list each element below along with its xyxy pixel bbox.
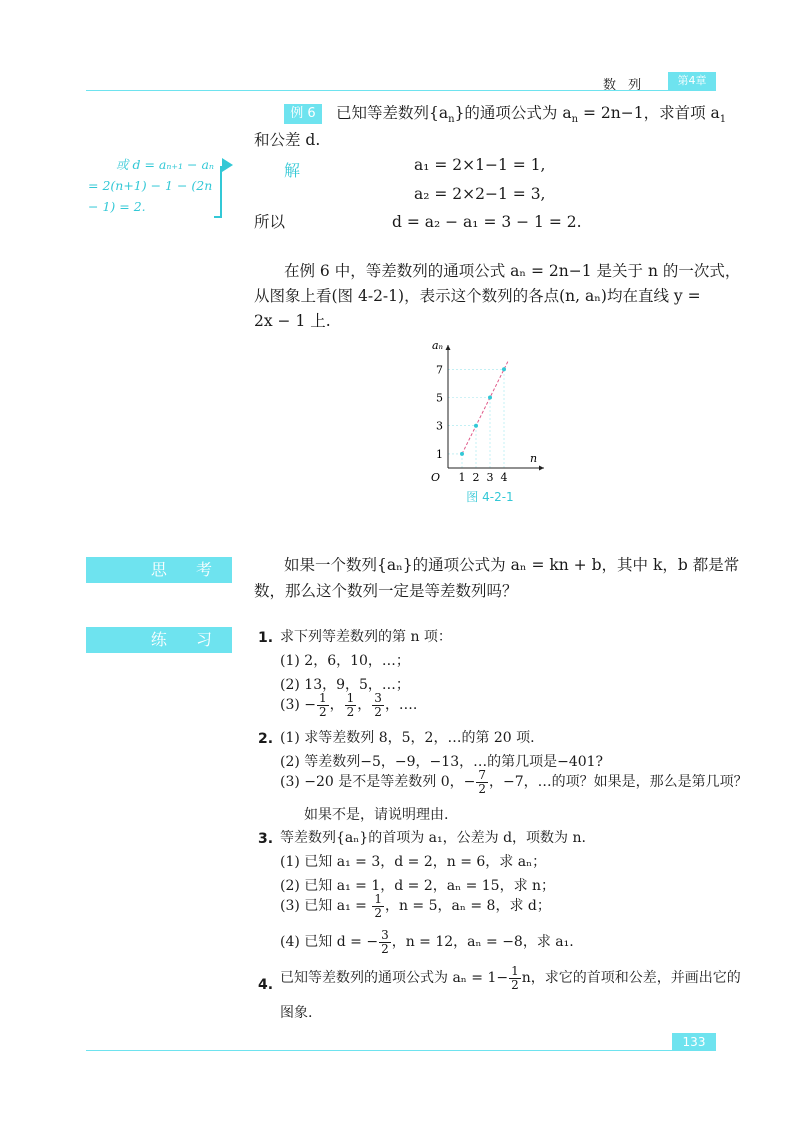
margin-note-line3: − 1) = 2. <box>88 199 146 214</box>
q3-part3: (3) 已知 a₁ = $\frac{1}{2}$ ，n = 5，aₙ = 8，求 d； <box>280 892 551 920</box>
q1-number: 1. <box>258 630 274 646</box>
margin-note-line1: 或 d = aₙ₊₁ − aₙ <box>116 157 214 172</box>
equation-a2: a₂ = 2×2−1 = 3, <box>414 185 546 203</box>
y-tick-label-3: 3 <box>436 419 443 433</box>
q3-part4: (4) 已知 d = − $\frac{3}{2}$ ，n = 12，aₙ = −8，求 a₁. <box>280 928 574 956</box>
data-point-3 <box>488 396 492 400</box>
q4-number: 4. <box>258 977 274 993</box>
q2-part2: (2) 等差数列−5，−9，−13，…的第几项是−401? <box>280 754 604 770</box>
series-line <box>462 361 508 454</box>
margin-note-line2: = 2(n+1) − 1 − (2n <box>88 178 213 193</box>
q3-part2: (2) 已知 a₁ = 1，d = 2，aₙ = 15，求 n； <box>280 878 556 894</box>
q2-part1: (1) 求等差数列 8，5，2，…的第 20 项. <box>280 730 535 746</box>
paragraph-line3: 2x − 1 上. <box>254 312 331 330</box>
paragraph-line2: 从图象上看(图 4-2-1)，表示这个数列的各点(n, aₙ)均在直线 y = <box>254 287 701 305</box>
margin-bracket <box>214 166 222 218</box>
margin-arrow-icon <box>222 158 233 172</box>
x-tick-label-3: 3 <box>486 471 494 484</box>
example-statement: 已知等差数列$\{a_n\}$的通项公式为 $a_n = 2n-1$，求首项 $a_1$ <box>336 104 727 126</box>
example-badge: 例 6 <box>284 104 322 124</box>
y-tick-label-7: 7 <box>436 363 443 377</box>
y-tick-label-5: 5 <box>436 391 443 405</box>
data-point-1 <box>460 452 464 456</box>
data-point-4 <box>502 367 506 371</box>
data-point-2 <box>474 424 478 428</box>
example-statement-line2: 和公差 d. <box>254 131 321 149</box>
x-axis-label: n <box>530 452 538 465</box>
q2-part3-line2: 如果不是，请说明理由. <box>304 807 449 823</box>
q3-stem: 等差数列{aₙ}的首项为 a₁，公差为 d，项数为 n. <box>280 830 586 846</box>
y-axis-arrow-icon <box>446 345 451 350</box>
equation-a1: a₁ = 2×1−1 = 1, <box>414 156 546 174</box>
x-tick-label-1: 1 <box>458 471 466 484</box>
figure-caption: 图 4-2-1 <box>466 490 514 504</box>
y-axis-label: aₙ <box>432 338 444 352</box>
header-rule <box>86 90 716 91</box>
paragraph-line1: 在例 6 中，等差数列的通项公式 aₙ = 2n−1 是关于 n 的一次式， <box>284 262 741 280</box>
sequence-chart <box>420 330 560 510</box>
q3-number: 3. <box>258 831 274 847</box>
q1-stem: 求下列等差数列的第 n 项： <box>280 629 452 645</box>
q4-stem: 已知等差数列的通项公式为 aₙ = 1− $\frac{1}{2}$ n，求它的首项和公差，并画出它的 <box>280 964 741 992</box>
origin-label: O <box>430 471 440 484</box>
x-axis-arrow-icon <box>539 466 544 471</box>
think-line2: 数，那么这个数列一定是等差数列吗？ <box>254 582 518 600</box>
q1-part1: (1) 2，6，10，…； <box>280 653 410 669</box>
y-tick-label-1: 1 <box>436 447 443 461</box>
equation-d: d = a₂ − a₁ = 3 − 1 = 2. <box>392 213 582 231</box>
chapter-tag: 第4章 <box>668 72 716 90</box>
x-tick-label-2: 2 <box>472 471 480 484</box>
q4-line2: 图象. <box>280 1005 313 1021</box>
q1-part3: (3) − $\frac{1}{2}$ ， $\frac{1}{2}$ ， $\frac{3}{2}$ ，…. <box>280 691 418 719</box>
think-line1: 如果一个数列{aₙ}的通项公式为 aₙ = kn + b，其中 k，b 都是常 <box>284 556 740 574</box>
q3-part1: (1) 已知 a₁ = 3，d = 2，n = 6，求 aₙ； <box>280 854 547 870</box>
so-label: 所以 <box>254 213 286 231</box>
footer-rule <box>86 1050 716 1051</box>
page-number: 133 <box>672 1033 716 1051</box>
q1-part2: (2) 13，9，5，…； <box>280 677 410 693</box>
x-tick-label-4: 4 <box>500 471 508 484</box>
think-label: 思 考 <box>86 557 232 583</box>
q2-number: 2. <box>258 731 274 747</box>
section-title: 数 列 <box>603 78 646 93</box>
solve-label: 解 <box>284 161 301 180</box>
practice-label: 练 习 <box>86 627 232 653</box>
q2-part3: (3) −20 是不是等差数列 0，− $\frac{7}{2}$ ，−7，…的项？如果是，那么是第几项？ <box>280 768 748 796</box>
